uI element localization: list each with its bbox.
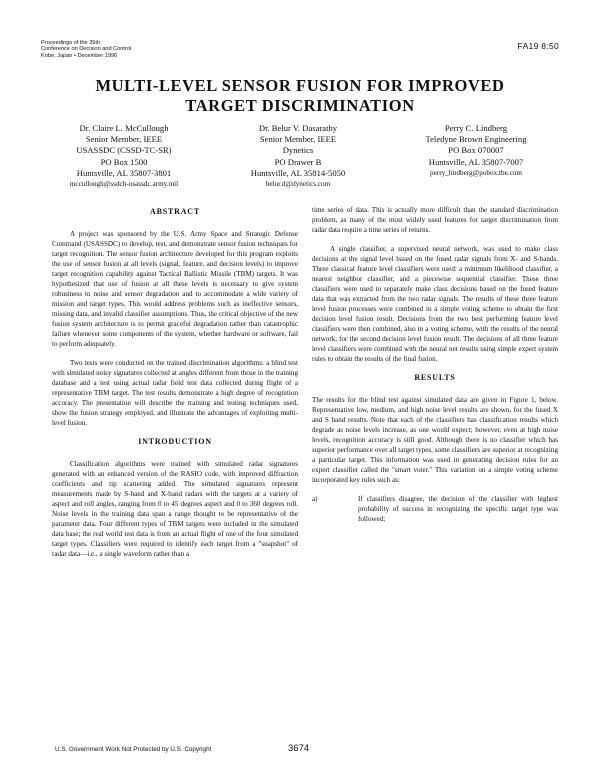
author-affiliation-line: Senior Member, IEEE — [85, 134, 163, 145]
classifier-paragraph: A single classifier, a supervised neural network, was used to make class decisions at the signal level based on the fused radar signals from X- and S-bands. Three classical feature level classifiers were used: a minimum likelihood classifier, a nearest neighbor classifier, and a piecewise sequential classifier. These three classifiers were used to separately make class decisions based on the fused feature data that was extracted from the two radar signals. The results of these three feature level fusion processes were combined in a simple voting scheme to obtain the first decision level fusion result. Decisions from the two best performing feature level classifiers were then combined, also in a voting scheme, with the results of the neural network, for the second decision level fusion result. The decisions of all three feature level classifiers were combined with the neural net results using simple expert system rules to obtain the results of the final fusion. — [312, 245, 558, 363]
proceedings-info — [41, 40, 131, 59]
abstract-heading: ABSTRACT — [150, 207, 200, 216]
copyright-notice: U.S. Government Work Not Protected by U.S. Copyright — [55, 746, 212, 753]
session-code: FA19 8:50 — [517, 41, 559, 51]
author-affiliation-line: Teledyne Brown Engineering — [425, 134, 527, 145]
author-affiliation-line: Senior Member, IEEE — [259, 134, 337, 145]
author-lindberg — [392, 123, 560, 179]
continuation-paragraph: time series of data. This is actually more difficult than the standard discrimination problem, as many of the most widely used features for target discrimination from radar data require a time series of returns. — [312, 206, 558, 234]
proceedings-line: Kobe, Japan • December 1996 — [41, 52, 118, 59]
author-affiliation-line: Dynetics — [282, 145, 314, 156]
author-name: Dr. Belur V. Dasarathy — [258, 123, 338, 133]
author-affiliation-line: Huntsville, AL 35814-5050 — [250, 167, 346, 178]
paper-title-line-2: TARGET DISCRIMINATION — [185, 96, 415, 115]
author-affiliation-line: PO Box 1500 — [100, 156, 148, 167]
right-column — [312, 205, 558, 524]
author-email: perry_lindberg@pobox.tbe.com — [430, 168, 522, 177]
author-name: Dr. Claire L. McCullough — [79, 123, 169, 133]
results-heading: RESULTS — [414, 373, 456, 382]
list-item-number: a) — [312, 495, 318, 503]
list-item — [312, 494, 558, 524]
author-affiliation-line: PO Drawer B — [274, 156, 322, 167]
author-mccullough — [40, 123, 208, 190]
paper-title-line-1: MULTI-LEVEL SENSOR FUSION FOR IMPROVED — [95, 76, 505, 95]
author-email: belur.d@dynetics.com — [265, 180, 331, 189]
author-affiliation-line: Huntsville, AL 35807-7007 — [428, 156, 524, 167]
proceedings-line: Proceedings of the 35th — [41, 40, 101, 46]
proceedings-line: Conference on Decision and Control — [41, 46, 132, 53]
author-email: mccullough@ssdch-usassdc.army.mil — [69, 180, 179, 189]
author-name: Perry C. Lindberg — [444, 123, 508, 133]
author-affiliation-line: USASSDC (CSSD-TC-SR) — [76, 145, 172, 156]
author-block — [40, 123, 560, 193]
introduction-heading: INTRODUCTION — [138, 437, 212, 446]
abstract-paragraph: Two tests were conducted on the trained discrimination algorithms: a blind test with simulated noisy signatures collected at angles different from those in the training database and a test using actual radar field test data collected during flight of a representative TBM target. The test results demonstrate a high degree of recognition accuracy. The presentation will describe the training and testing techniques used, show the fusion strategy employed, and illustrate the advantages of exploiting multi-level fusion. — [52, 359, 298, 427]
author-affiliation-line: PO Box 070007 — [448, 145, 504, 156]
introduction-paragraph: Classification algorithms were trained with simulated radar signatures generated with an enhanced version of the RASIO code, with improved diffraction coefficients and tip scattering added. The simulated signatures represent measurements made by S-band and X-band radars with the targets at a variety of aspect and roll angles, ranging from 0 to 45 degrees aspect and 0 to 360 degrees roll. Noise levels in the training data span a range thought to be representative of the parameter data. Four different types of TBM targets were included in the simulated data base; the real world test data is from an actual flight of one of the four simulated target types. Classifiers were required to identify each target from a "snapshot" of radar data—i.e., a single waveform rather than a — [52, 460, 298, 558]
left-column — [52, 207, 298, 568]
author-affiliation-line: Huntsville, AL 35807-3801 — [76, 167, 172, 178]
page-number: 3674 — [288, 743, 310, 754]
abstract-paragraph: A project was sponsored by the U.S. Army Space and Strategic Defense Command (USASSDC) to develop, test, and demonstrate sensor fusion techniques for target recognition. The sensor fusion architecture developed for this program exploits the use of sensor fusion at all levels (signal, feature, and decision levels) to improve target recognition capability against Tactical Ballistic Missile (TBM) targets. It was hypothesized that use of fusion at all these levels is necessary to give system robustness to noise and sensor degradation and to accommodate a wide variety of mission and target types. This would address problems such as ineffective sensors, missing data, and invalid classifier assumptions. Thus, the critical objective of the new fusion system architecture is to permit graceful degradation rather than catastrophic failure whenever some components of the system, whether hardware or software, fail to perform adequately. — [52, 230, 298, 348]
results-paragraph: The results for the blind test against simulated data are given in Figure 1, below. Representative low, medium, and high noise level results are shown, for the fused X and S band results. Note that each of the classifiers has classification results which degrade as noise levels increase, as one would expect; however, even at high noise levels, recognition accuracy is still good. Although there is no classifier which has superior performance over all target types, some classifiers are superior at recognizing a particular target. This information was used in generating decision rules for an expert classifier called the "smart voter." This variation on a simple voting scheme incorporated key rules such as: — [312, 396, 558, 484]
list-item-text: If classifiers disagree, the decision of the classifier with highest probability of success in recognizing the specific target type was followed; — [358, 495, 558, 523]
author-dasarathy — [218, 123, 378, 190]
